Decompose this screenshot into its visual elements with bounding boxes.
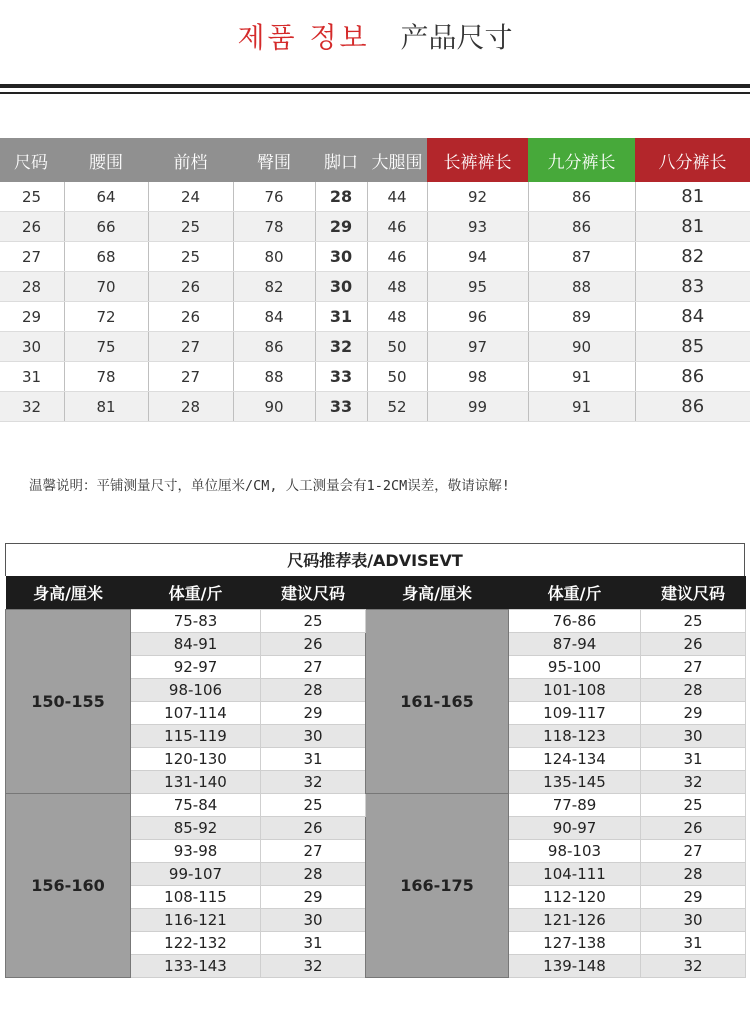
- size-cell: 72: [64, 302, 148, 332]
- size-cell: 27: [0, 242, 64, 272]
- size-cell: 81: [635, 212, 750, 242]
- weight-cell: 75-84: [131, 794, 261, 817]
- size-cell: 50: [367, 362, 427, 392]
- size-cell: 91: [528, 392, 635, 422]
- size-cell: 93: [427, 212, 528, 242]
- size-cell: 84: [635, 302, 750, 332]
- size-cell: 26: [641, 817, 746, 840]
- size-cell: 28: [315, 182, 367, 212]
- size-cell: 25: [261, 794, 366, 817]
- size-cell: 28: [148, 392, 233, 422]
- weight-cell: 76-86: [509, 610, 641, 633]
- size-cell: 30: [261, 909, 366, 932]
- size-cell: 44: [367, 182, 427, 212]
- size-cell: 30: [315, 272, 367, 302]
- size-cell: 97: [427, 332, 528, 362]
- weight-cell: 120-130: [131, 748, 261, 771]
- size-header-cell: 脚口: [315, 138, 367, 182]
- size-cell: 25: [641, 610, 746, 633]
- size-cell: 27: [641, 840, 746, 863]
- size-cell: 32: [315, 332, 367, 362]
- size-cell: 87: [528, 242, 635, 272]
- table-row: [0, 302, 750, 332]
- weight-cell: 85-92: [131, 817, 261, 840]
- size-cell: 30: [641, 725, 746, 748]
- size-cell: 86: [635, 362, 750, 392]
- weight-cell: 75-83: [131, 610, 261, 633]
- weight-cell: 95-100: [509, 656, 641, 679]
- size-cell: 26: [148, 302, 233, 332]
- size-cell: 81: [635, 182, 750, 212]
- recommend-header-cell: 身高/厘米: [366, 576, 509, 610]
- size-cell: 29: [261, 886, 366, 909]
- size-cell: 31: [261, 932, 366, 955]
- size-cell: 28: [641, 863, 746, 886]
- size-cell: 95: [427, 272, 528, 302]
- weight-cell: 109-117: [509, 702, 641, 725]
- size-cell: 28: [641, 679, 746, 702]
- size-header-cell: 尺码: [0, 138, 64, 182]
- height-range-cell: 166-175: [366, 794, 509, 978]
- size-cell: 29: [0, 302, 64, 332]
- table-row: [0, 242, 750, 272]
- size-cell: 29: [261, 702, 366, 725]
- measurement-note: 温馨说明：平铺测量尺寸，单位厘米/CM, 人工测量会有1-2CM误差，敬请谅解!: [29, 478, 510, 494]
- size-cell: 80: [233, 242, 315, 272]
- size-header-cell: 臀围: [233, 138, 315, 182]
- size-cell: 32: [641, 955, 746, 978]
- size-cell: 26: [641, 633, 746, 656]
- weight-cell: 108-115: [131, 886, 261, 909]
- size-cell: 32: [0, 392, 64, 422]
- recommend-header-cell: 建议尺码: [261, 576, 366, 610]
- size-cell: 29: [315, 212, 367, 242]
- size-cell: 86: [635, 392, 750, 422]
- size-cell: 48: [367, 272, 427, 302]
- size-cell: 30: [641, 909, 746, 932]
- height-range-cell: 161-165: [366, 610, 509, 794]
- weight-cell: 84-91: [131, 633, 261, 656]
- recommend-table: [5, 576, 746, 978]
- size-cell: 25: [148, 212, 233, 242]
- size-cell: 27: [148, 362, 233, 392]
- size-cell: 25: [261, 610, 366, 633]
- table-row: [0, 182, 750, 212]
- recommend-table-body: [6, 610, 746, 978]
- size-cell: 31: [261, 748, 366, 771]
- size-cell: 78: [64, 362, 148, 392]
- table-row: [6, 610, 746, 633]
- size-cell: 25: [0, 182, 64, 212]
- table-row: [0, 212, 750, 242]
- weight-cell: 101-108: [509, 679, 641, 702]
- size-cell: 33: [315, 392, 367, 422]
- size-table-header: [0, 138, 750, 182]
- weight-cell: 112-120: [509, 886, 641, 909]
- weight-cell: 98-106: [131, 679, 261, 702]
- size-cell: 24: [148, 182, 233, 212]
- size-cell: 81: [64, 392, 148, 422]
- weight-cell: 139-148: [509, 955, 641, 978]
- title-chinese: 产品尺寸: [400, 21, 513, 54]
- size-cell: 30: [0, 332, 64, 362]
- size-cell: 30: [315, 242, 367, 272]
- weight-cell: 131-140: [131, 771, 261, 794]
- size-cell: 83: [635, 272, 750, 302]
- size-cell: 28: [261, 863, 366, 886]
- size-cell: 84: [233, 302, 315, 332]
- size-cell: 46: [367, 242, 427, 272]
- weight-cell: 115-119: [131, 725, 261, 748]
- size-cell: 75: [64, 332, 148, 362]
- table-row: [6, 794, 746, 817]
- divider-thin: [0, 92, 750, 94]
- weight-cell: 118-123: [509, 725, 641, 748]
- weight-cell: 87-94: [509, 633, 641, 656]
- size-cell: 89: [528, 302, 635, 332]
- recommend-header-cell: 体重/斤: [509, 576, 641, 610]
- recommend-header-cell: 身高/厘米: [6, 576, 131, 610]
- recommend-table-title: 尺码推荐表/ADVISEVT: [5, 543, 745, 576]
- weight-cell: 122-132: [131, 932, 261, 955]
- size-cell: 27: [148, 332, 233, 362]
- weight-cell: 98-103: [509, 840, 641, 863]
- weight-cell: 93-98: [131, 840, 261, 863]
- size-cell: 88: [233, 362, 315, 392]
- size-cell: 76: [233, 182, 315, 212]
- size-cell: 32: [261, 771, 366, 794]
- size-cell: 94: [427, 242, 528, 272]
- size-cell: 88: [528, 272, 635, 302]
- size-header-cell: 前档: [148, 138, 233, 182]
- weight-cell: 135-145: [509, 771, 641, 794]
- size-cell: 66: [64, 212, 148, 242]
- size-cell: 64: [64, 182, 148, 212]
- size-cell: 29: [641, 886, 746, 909]
- weight-cell: 92-97: [131, 656, 261, 679]
- size-cell: 90: [528, 332, 635, 362]
- size-cell: 32: [641, 771, 746, 794]
- size-header-cell: 大腿围: [367, 138, 427, 182]
- divider-thick: [0, 84, 750, 88]
- size-cell: 26: [261, 633, 366, 656]
- size-cell: 31: [0, 362, 64, 392]
- recommend-table-header: [6, 576, 746, 610]
- size-cell: 85: [635, 332, 750, 362]
- size-cell: 86: [528, 212, 635, 242]
- table-row: [0, 392, 750, 422]
- recommend-header-cell: 体重/斤: [131, 576, 261, 610]
- weight-cell: 107-114: [131, 702, 261, 725]
- size-cell: 26: [261, 817, 366, 840]
- size-cell: 31: [315, 302, 367, 332]
- size-table-body: [0, 182, 750, 422]
- weight-cell: 104-111: [509, 863, 641, 886]
- recommend-header-cell: 建议尺码: [641, 576, 746, 610]
- size-cell: 31: [641, 932, 746, 955]
- size-cell: 32: [261, 955, 366, 978]
- size-cell: 98: [427, 362, 528, 392]
- size-cell: 86: [528, 182, 635, 212]
- size-cell: 48: [367, 302, 427, 332]
- size-cell: 28: [261, 679, 366, 702]
- size-cell: 50: [367, 332, 427, 362]
- size-cell: 31: [641, 748, 746, 771]
- size-header-cell: 八分裤长: [635, 138, 750, 182]
- size-cell: 26: [148, 272, 233, 302]
- table-row: [0, 362, 750, 392]
- size-cell: 82: [233, 272, 315, 302]
- size-cell: 26: [0, 212, 64, 242]
- weight-cell: 99-107: [131, 863, 261, 886]
- size-cell: 99: [427, 392, 528, 422]
- size-cell: 27: [641, 656, 746, 679]
- size-cell: 70: [64, 272, 148, 302]
- weight-cell: 124-134: [509, 748, 641, 771]
- size-header-cell: 长裤裤长: [427, 138, 528, 182]
- height-range-cell: 150-155: [6, 610, 131, 794]
- weight-cell: 121-126: [509, 909, 641, 932]
- size-cell: 27: [261, 840, 366, 863]
- weight-cell: 116-121: [131, 909, 261, 932]
- size-cell: 33: [315, 362, 367, 392]
- size-cell: 78: [233, 212, 315, 242]
- height-range-cell: 156-160: [6, 794, 131, 978]
- weight-cell: 133-143: [131, 955, 261, 978]
- size-cell: 30: [261, 725, 366, 748]
- size-header-cell: 九分裤长: [528, 138, 635, 182]
- weight-cell: 77-89: [509, 794, 641, 817]
- weight-cell: 90-97: [509, 817, 641, 840]
- size-cell: 28: [0, 272, 64, 302]
- table-row: [0, 272, 750, 302]
- size-cell: 96: [427, 302, 528, 332]
- size-cell: 25: [641, 794, 746, 817]
- size-cell: 82: [635, 242, 750, 272]
- size-cell: 52: [367, 392, 427, 422]
- size-cell: 27: [261, 656, 366, 679]
- page-title: [0, 16, 750, 56]
- size-cell: 92: [427, 182, 528, 212]
- size-cell: 46: [367, 212, 427, 242]
- size-cell: 91: [528, 362, 635, 392]
- size-cell: 29: [641, 702, 746, 725]
- size-cell: 68: [64, 242, 148, 272]
- table-row: [0, 332, 750, 362]
- weight-cell: 127-138: [509, 932, 641, 955]
- size-table: [0, 138, 750, 422]
- size-cell: 86: [233, 332, 315, 362]
- size-header-cell: 腰围: [64, 138, 148, 182]
- size-cell: 25: [148, 242, 233, 272]
- title-korean: 제품 정보: [237, 21, 370, 54]
- size-cell: 90: [233, 392, 315, 422]
